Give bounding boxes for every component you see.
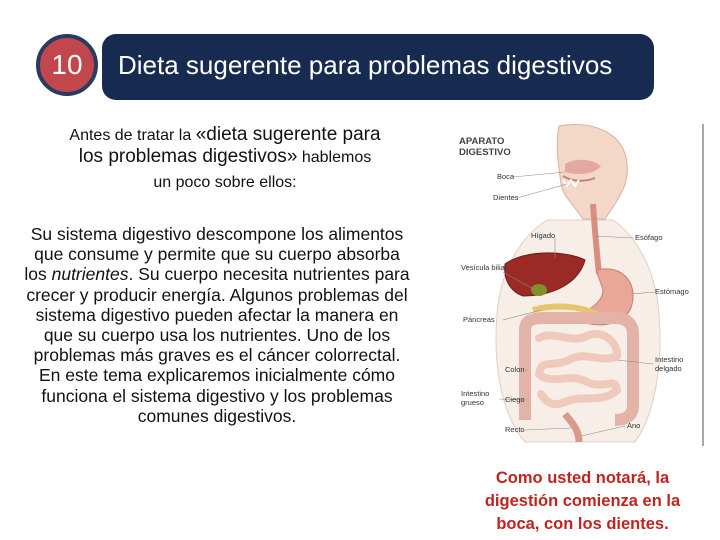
label-estomago: Estómago: [655, 287, 689, 296]
label-recto: Recto: [505, 425, 525, 434]
slide-number: 10: [51, 49, 83, 80]
intro-quote-line1: dieta sugerente para: [206, 124, 381, 145]
intro-part3: un poco sobre ellos:: [153, 173, 297, 191]
intro-paragraph: [20, 124, 430, 192]
label-ano: Ano: [627, 421, 641, 430]
label-colon: Colon: [505, 365, 525, 374]
body-p1-emphasis: nutrientes: [51, 264, 129, 285]
label-intestino-grueso-1: Intestino: [461, 389, 490, 398]
label-dientes: Dientes: [493, 193, 519, 202]
label-esofago: Esófago: [635, 233, 663, 242]
intro-quote-open: «: [195, 124, 207, 145]
intro-part1: Antes de tratar la: [69, 127, 196, 144]
body-paragraph-2: En este tema explicaremos inicialmente cómo funciona el sistema digestivo y los problemas comunes digestivos.: [39, 365, 395, 426]
title-bar: [102, 34, 654, 100]
diagram-title-line2: DIGESTIVO: [459, 147, 511, 158]
diagram-caption: Como usted notará, la digestión comienza en la boca, con los dientes.: [484, 469, 681, 534]
label-intestino-grueso-2: grueso: [461, 398, 484, 407]
label-vesicula-biliar: Vesícula biliar: [461, 263, 508, 272]
label-pancreas: Páncreas: [463, 315, 495, 324]
digestive-system-illustration: [455, 124, 705, 452]
body-p1-after: . Su cuerpo necesita nutrientes para crecer y producir energía. Algunos problemas del sistema digestivo pueden afectar la manera en que su cuerpo usa los nutrientes. Uno de los problemas más graves es el cáncer colorrectal.: [26, 264, 410, 366]
label-higado: Hígado: [531, 231, 556, 240]
label-intestino-delgado-1: Intestino: [655, 355, 684, 364]
slide-title: Dieta sugerente para problemas digestivos: [118, 50, 613, 80]
body-paragraph-1: [22, 224, 412, 365]
label-intestino-delgado-2: delgado: [655, 364, 682, 373]
label-boca: Boca: [497, 172, 515, 181]
body-text: [22, 224, 412, 426]
diagram-title-line1: APARATO: [459, 136, 505, 147]
body-p1-before: Su sistema digestivo descompone los alimentos que consume y permite que su cuerpo absorba los: [24, 224, 404, 285]
slide-number-badge: [36, 34, 98, 96]
intro-quote-line2: los problemas digestivos: [78, 145, 287, 167]
intro-part2: hablemos: [297, 148, 372, 166]
label-ciego: Ciego: [505, 395, 525, 404]
intro-quote-close: »: [286, 145, 298, 167]
digestive-system-diagram: [455, 124, 705, 452]
